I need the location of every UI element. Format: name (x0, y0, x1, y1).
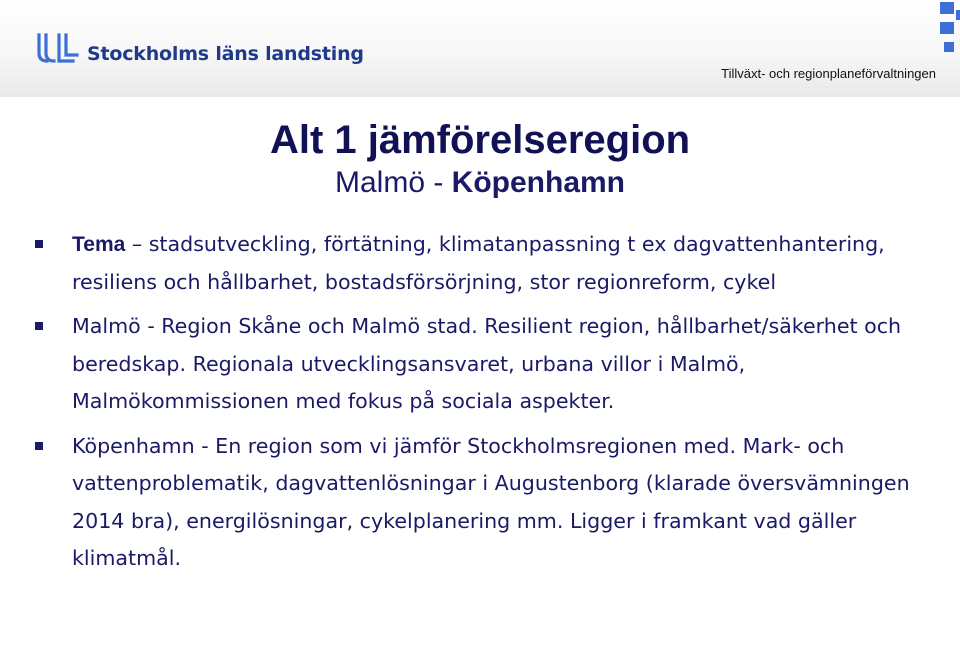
header-band (0, 0, 960, 97)
slide-subtitle (0, 164, 960, 202)
decorative-squares-icon (936, 0, 960, 64)
bullet-list (35, 226, 935, 585)
slide-title: Alt 1 jämförelseregion (269, 118, 691, 162)
bullet-text: Köpenhamn - En region som vi jämför Stockholmsregionen med. Mark- och vattenproblematik, dagvattenlösningar i Augustenborg (klarade översvämningen 2014 bra), energilösningar, cykelplanering mm. Ligger i framkant vad gäller klimatmål. (72, 433, 910, 570)
organization-logo (33, 31, 364, 67)
bullet-item (35, 308, 935, 421)
square-bullet-icon (35, 240, 43, 248)
bullet-lead: Tema (72, 233, 126, 256)
square-bullet-icon (35, 322, 43, 330)
square-bullet-icon (35, 442, 43, 450)
subtitle-prefix: Malmö - (334, 166, 452, 199)
bullet-item (35, 428, 935, 578)
bullet-text: – stadsutveckling, förtätning, klimatanpassning t ex dagvattenhantering, resiliens och hållbarhet, bostadsförsörjning, stor regionreform, cykel (72, 232, 885, 294)
logo-text: Stockholms läns landsting (87, 43, 364, 65)
bullet-item (35, 226, 935, 301)
department-name: Tillväxt- och regionplaneförvaltningen (721, 66, 936, 81)
landsting-logo-icon (33, 31, 81, 67)
bullet-text: Malmö - Region Skåne och Malmö stad. Resilient region, hållbarhet/säkerhet och beredskap. Regionala utvecklingsansvaret, urbana villor i Malmö, Malmökommissionen med fokus på sociala aspekter. (72, 314, 902, 413)
subtitle-highlight: Köpenhamn (451, 166, 626, 199)
